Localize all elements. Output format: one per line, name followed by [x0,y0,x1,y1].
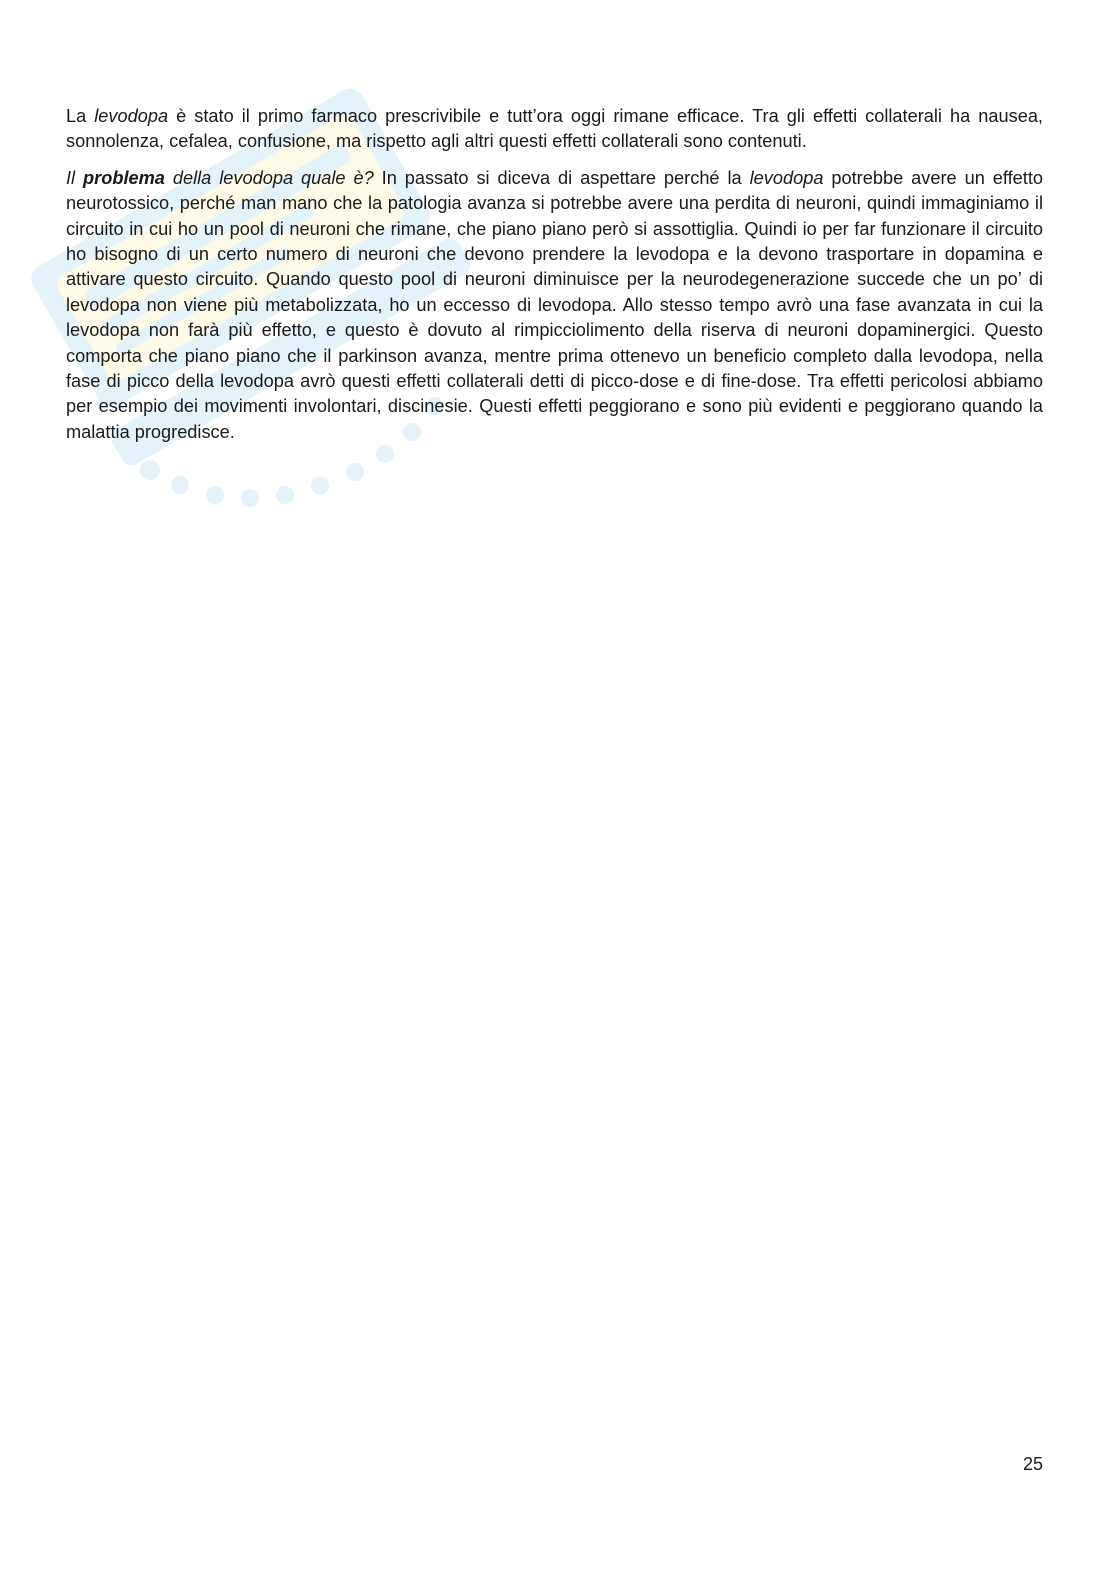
text-span: è stato il primo farmaco prescrivibile e tutt’ora oggi rimane efficace. Tra gli effetti collaterali ha nausea, sonnolenza, cefalea, confusione, ma rispetto agli altri questi effetti collaterali sono contenuti. [66,106,1043,152]
question-part: della levodopa quale è? [164,167,374,188]
text-span: potrebbe avere un effetto neurotossico, perché man mano che la patologia avanza si potrebbe avere una perdita di neuroni, quindi immaginiamo il circuito in cui ho un pool di neuroni che rimane, che piano piano però si assottiglia. Quindi io per far funzionare il circuito ho bisogno di un certo numero di neuroni che devono prendere la levodopa e la devono trasportare in dopamina e attivare questo circuito. Quando questo pool di neuroni diminuisce per la neurodegenerazione succede che un po’ di levodopa non viene più metabolizzata, ho un eccesso di levodopa. Allo stesso tempo avrò una fase avanzata in cui la levodopa non farà più effetto, e questo è dovuto al rimpicciolimento della riserva di neuroni dopaminergici. Questo comporta che piano piano che il parkinson avanza, mentre prima ottenevo un beneficio completo dalla levodopa, nella fase di picco della levodopa avrò questi effetti collaterali detti di picco-dose e di fine-dose. Tra effetti pericolosi abbiamo per esempio dei movimenti involontari, discinesie. Questi effetti peggiorano e sono più evidenti e peggiorano quando la malattia progredisce. [66,167,1043,442]
text-span: La [66,106,95,126]
drug-name: levodopa [749,167,824,188]
question-text [66,168,374,188]
drug-name: levodopa [94,106,169,126]
question-keyword: problema [83,167,165,188]
document-body [66,104,1043,456]
page-number: 25 [1022,1454,1043,1474]
paragraph-2 [66,166,1043,445]
paragraph-1 [66,104,1043,155]
text-span: In passato si diceva di aspettare perché la [373,167,750,188]
question-part: Il [66,167,84,188]
